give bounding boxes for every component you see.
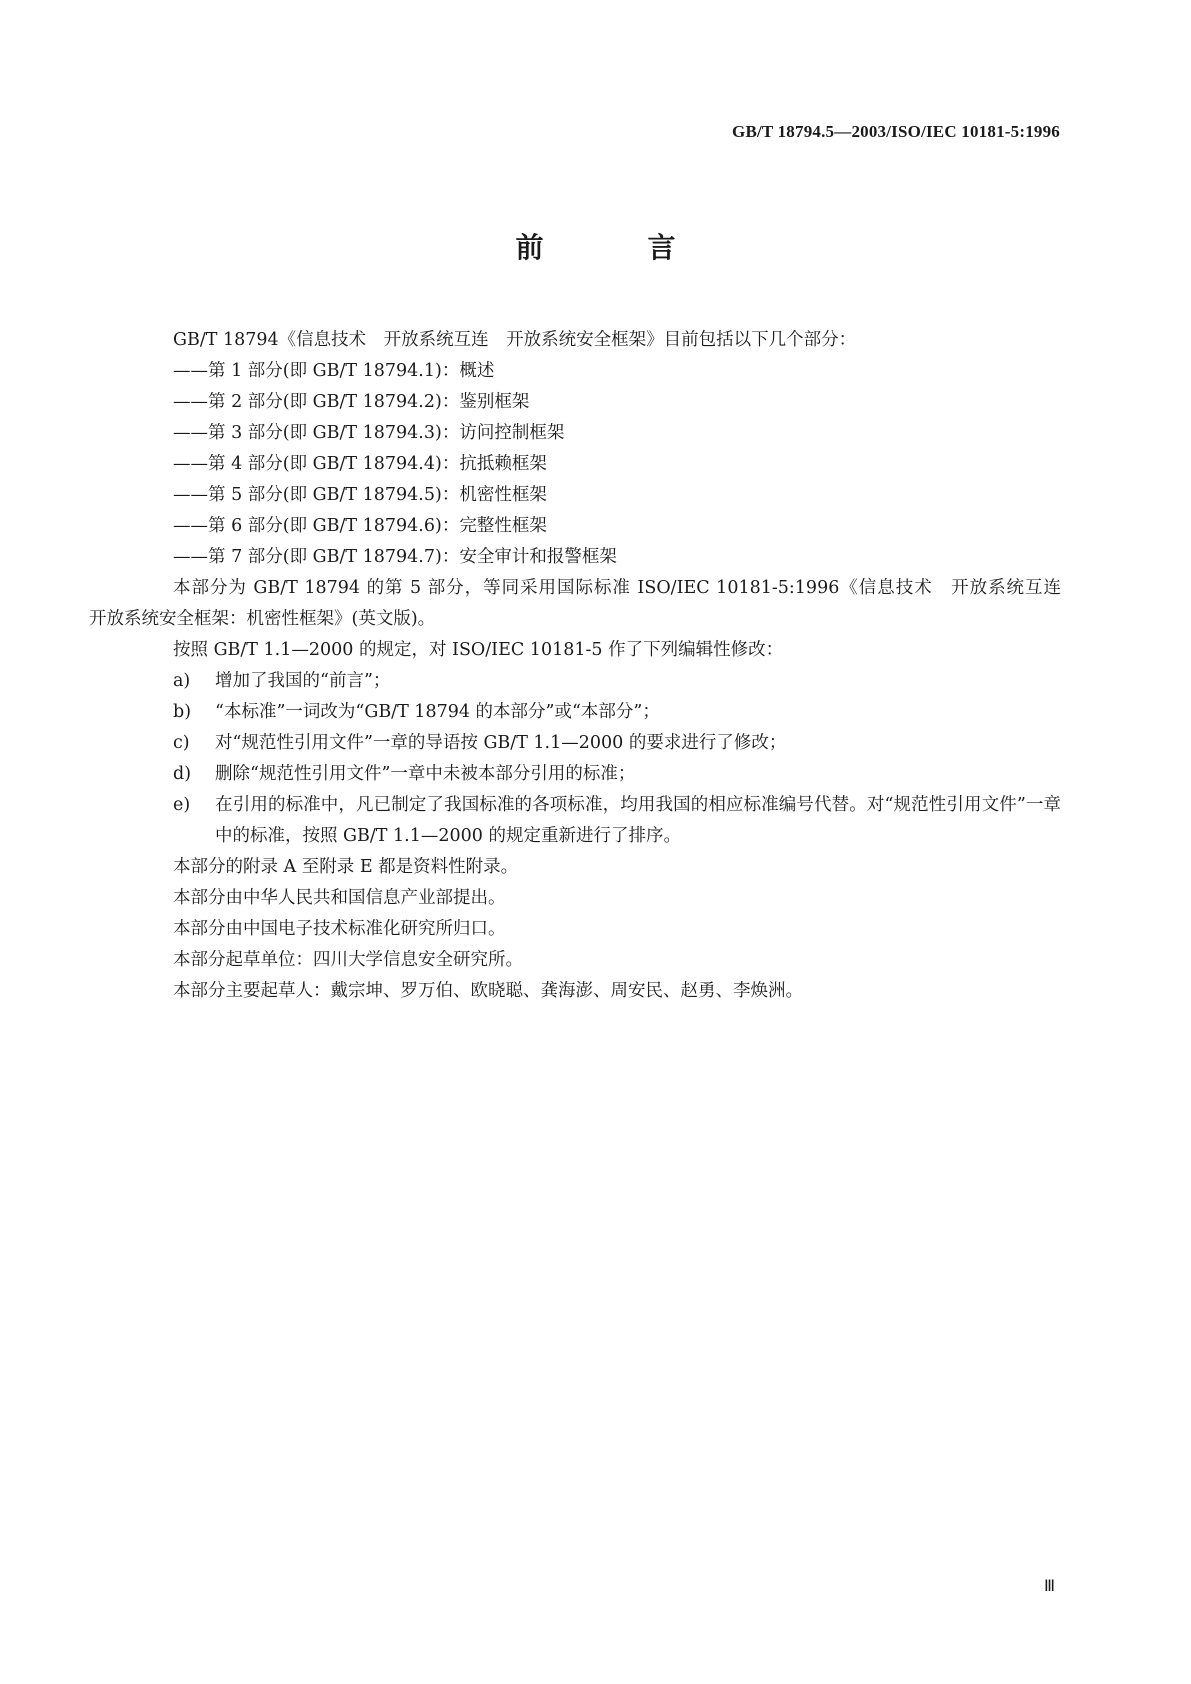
closing-paragraph: 本部分起草单位：四川大学信息安全研究所。 (173, 950, 523, 970)
list-item (131, 728, 1061, 759)
list-item: ——第 4 部分(即 GB/T 18794.4)：抗抵赖框架 (173, 454, 547, 474)
parts-list (131, 356, 1061, 573)
list-item (131, 697, 1061, 728)
list-item (131, 666, 1061, 697)
list-label: a) (173, 671, 191, 691)
list-item: ——第 3 部分(即 GB/T 18794.3)：访问控制框架 (173, 423, 565, 443)
edits-list (131, 666, 1061, 852)
list-text: 删除“规范性引用文件”一章中未被本部分引用的标准； (215, 764, 636, 784)
closing-paragraph: 本部分由中国电子技术标准化研究所归口。 (173, 919, 506, 939)
list-text: 在引用的标准中，凡已制定了我国标准的各项标准，均用我国的相应标准编号代替。对“规范性引用文件”一章中的标准，按照 GB/T 1.1—2000 的规定重新进行了排序。 (215, 795, 1061, 846)
closing-paragraph: 本部分主要起草人：戴宗坤、罗万伯、欧晓聪、龚海澎、周安民、赵勇、李焕洲。 (173, 981, 803, 1001)
adoption-paragraph: 本部分为 GB/T 18794 的第 5 部分，等同采用国际标准 ISO/IEC 10181-5:1996《信息技术 开放系统互连 开放系统安全框架：机密性框架》(英文版)。 (89, 578, 1079, 629)
list-item: ——第 1 部分(即 GB/T 18794.1)：概述 (173, 361, 495, 381)
list-item: ——第 5 部分(即 GB/T 18794.5)：机密性框架 (173, 485, 547, 505)
closing-paragraph: 本部分的附录 A 至附录 E 都是资料性附录。 (173, 857, 519, 877)
list-item (131, 759, 1061, 790)
foreword-body (89, 325, 1079, 1007)
list-item: ——第 2 部分(即 GB/T 18794.2)：鉴别框架 (173, 392, 530, 412)
page-title: 前 言 (515, 231, 714, 264)
closing-paragraph: 本部分由中华人民共和国信息产业部提出。 (173, 888, 506, 908)
list-label: d) (173, 764, 192, 784)
list-text: 对“规范性引用文件”一章的导语按 GB/T 1.1—2000 的要求进行了修改； (215, 733, 787, 753)
list-label: c) (173, 733, 190, 753)
list-text: 增加了我国的“前言”； (215, 671, 391, 691)
intro-paragraph: GB/T 18794《信息技术 开放系统互连 开放系统安全框架》目前包括以下几个部分： (173, 330, 857, 350)
page-number: Ⅲ (1043, 1578, 1055, 1595)
list-item (131, 790, 1061, 852)
list-label: b) (173, 702, 192, 722)
list-item: ——第 6 部分(即 GB/T 18794.6)：完整性框架 (173, 516, 547, 536)
list-item: ——第 7 部分(即 GB/T 18794.7)：安全审计和报警框架 (173, 547, 617, 567)
list-text: “本标准”一词改为“GB/T 18794 的本部分”或“本部分”； (215, 702, 660, 722)
list-label: e) (173, 795, 191, 815)
edit-intro-paragraph: 按照 GB/T 1.1—2000 的规定，对 ISO/IEC 10181-5 作了下列编辑性修改： (173, 640, 784, 660)
standard-code-header: GB/T 18794.5—2003/ISO/IEC 10181-5:1996 (732, 122, 1060, 141)
